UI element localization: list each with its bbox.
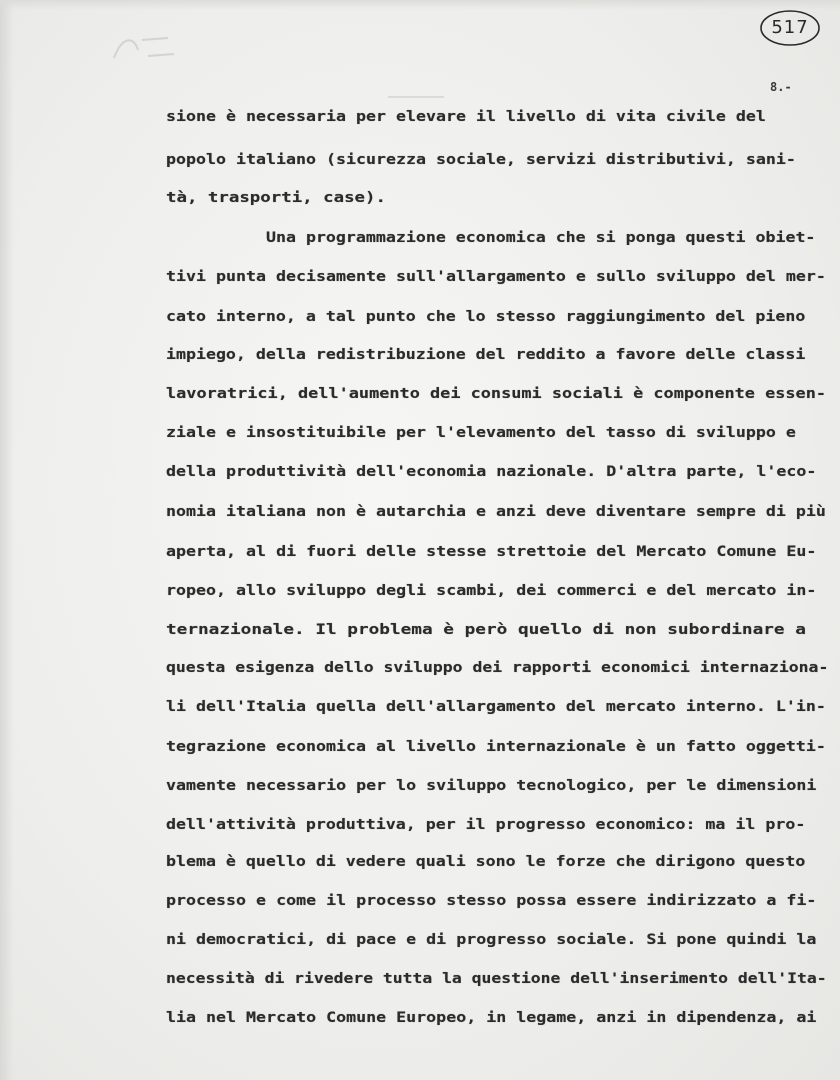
text-line paragraph-start: Una programmazione economica che si ponga questi obiet-	[266, 230, 816, 246]
text-line: ni democratici, di pace e di progresso sociale. Si pone quindi la	[166, 932, 817, 948]
bleed-through-dash	[388, 96, 444, 98]
text-line: processo e come il processo stesso possa essere indirizzato a fi-	[166, 893, 817, 909]
text-line: li dell'Italia quella dell'allargamento del mercato interno. L'in-	[166, 699, 826, 715]
page-top-shadow	[0, 0, 840, 10]
text-line: nomia italiana non è autarchia e anzi deve diventare sempre di più	[166, 504, 826, 520]
page-edge-shadow	[0, 0, 14, 1080]
text-line: lia nel Mercato Comune Europeo, in legame, anzi in dipendenza, ai	[166, 1010, 817, 1026]
text-line: popolo italiano (sicurezza sociale, servizi distributivi, sani-	[166, 152, 796, 168]
text-line: blema è quello di vedere quali sono le forze che dirigono questo	[166, 854, 806, 870]
folio-stamp	[758, 8, 822, 48]
text-line: ziale e insostituibile per l'elevamento del tasso di sviluppo e	[166, 425, 796, 441]
text-line: tegrazione economica al livello internazionale è un fatto oggetti-	[166, 739, 826, 755]
text-line: tivi punta decisamente sull'allargamento e sullo sviluppo del mer-	[166, 269, 826, 285]
text-line: tà, trasporti, case).	[166, 190, 386, 206]
text-line: cato interno, a tal punto che lo stesso raggiungimento del pieno	[166, 309, 806, 325]
text-line: aperta, al di fuori delle stesse strettoie del Mercato Comune Eu-	[166, 544, 817, 560]
text-line: dell'attività produttiva, per il progresso economico: ma il pro-	[166, 817, 806, 833]
text-line: impiego, della redistribuzione del reddito a favore delle classi	[166, 347, 806, 363]
text-line: sione è necessaria per elevare il livello di vita civile del	[166, 109, 766, 125]
bleed-through-mark	[108, 28, 178, 68]
text-line: della produttività dell'economia nazionale. D'altra parte, l'eco-	[166, 464, 817, 480]
text-line: ternazionale. Il problema è però quello di non subordinare a	[166, 622, 806, 638]
text-line: ropeo, allo sviluppo degli scambi, dei commerci e del mercato in-	[166, 583, 817, 599]
text-line: lavoratrici, dell'aumento dei consumi sociali è componente essen-	[166, 386, 827, 402]
text-line: vamente necessario per lo sviluppo tecnologico, per le dimensioni	[166, 778, 817, 794]
folio-number: 517	[771, 17, 809, 38]
text-line: questa esigenza dello sviluppo dei rapporti economici internaziona-	[166, 660, 829, 676]
text-line: necessità di rivedere tutta la questione dell'inserimento dell'Ita-	[166, 971, 827, 987]
page-number: 8.-	[770, 80, 792, 94]
